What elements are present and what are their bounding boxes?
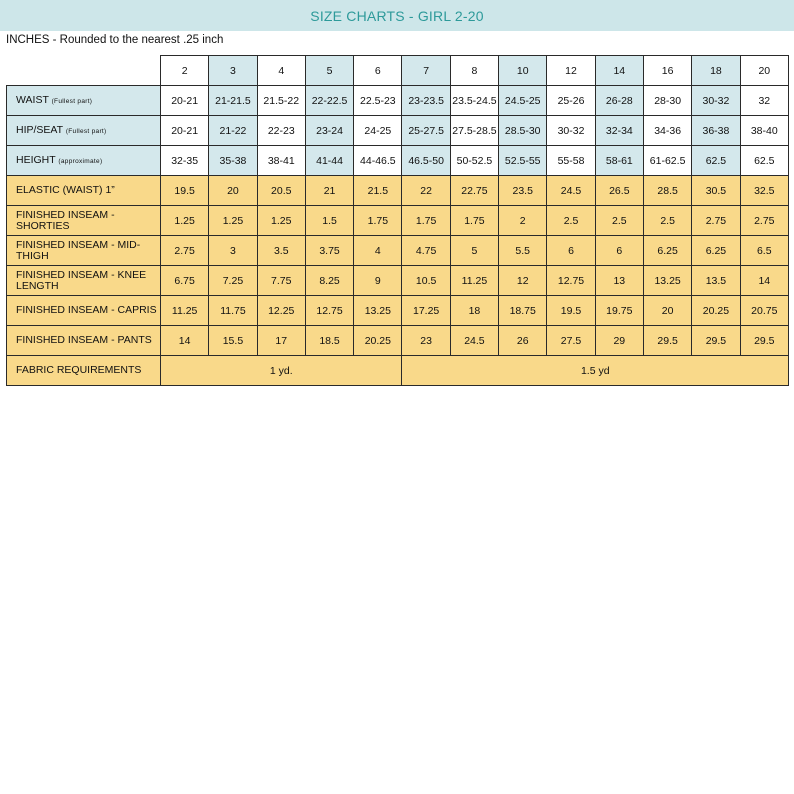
value-cell: 25-26 (547, 86, 595, 116)
value-cell: 2.5 (595, 206, 643, 236)
value-cell: 32 (740, 86, 788, 116)
value-cell: 30.5 (692, 176, 740, 206)
value-cell: 12 (499, 266, 547, 296)
value-cell: 21.5-22 (257, 86, 305, 116)
fabric-value-small-sizes: 1 yd. (161, 356, 402, 386)
value-cell: 1.25 (161, 206, 209, 236)
value-cell: 13.5 (692, 266, 740, 296)
row-label-text: FINISHED INSEAM - PANTS (16, 334, 152, 346)
value-cell: 26.5 (595, 176, 643, 206)
value-cell: 36-38 (692, 116, 740, 146)
value-cell: 19.5 (161, 176, 209, 206)
value-cell: 23 (402, 326, 450, 356)
row-label (7, 86, 161, 116)
size-header-cell: 3 (209, 56, 257, 86)
value-cell: 20 (209, 176, 257, 206)
value-cell: 38-40 (740, 116, 788, 146)
value-cell: 12.25 (257, 296, 305, 326)
value-cell: 2.5 (643, 206, 691, 236)
value-cell: 22-23 (257, 116, 305, 146)
table-row (7, 206, 789, 236)
value-cell: 11.25 (161, 296, 209, 326)
table-row (7, 236, 789, 266)
value-cell: 23-24 (305, 116, 353, 146)
value-cell: 28-30 (643, 86, 691, 116)
value-cell: 3 (209, 236, 257, 266)
size-header-cell: 20 (740, 56, 788, 86)
value-cell: 1.75 (354, 206, 402, 236)
value-cell: 15.5 (209, 326, 257, 356)
table-row (7, 116, 789, 146)
size-header-cell: 14 (595, 56, 643, 86)
size-header-cell: 7 (402, 56, 450, 86)
value-cell: 20.5 (257, 176, 305, 206)
value-cell: 2.75 (692, 206, 740, 236)
value-cell: 62.5 (692, 146, 740, 176)
size-header-cell: 12 (547, 56, 595, 86)
value-cell: 21-21.5 (209, 86, 257, 116)
table-row (7, 296, 789, 326)
value-cell: 6 (547, 236, 595, 266)
value-cell: 61-62.5 (643, 146, 691, 176)
value-cell: 13 (595, 266, 643, 296)
value-cell: 28.5 (643, 176, 691, 206)
value-cell: 26 (499, 326, 547, 356)
size-header-cell: 18 (692, 56, 740, 86)
value-cell: 35-38 (209, 146, 257, 176)
value-cell: 20.75 (740, 296, 788, 326)
value-cell: 29.5 (692, 326, 740, 356)
value-cell: 23.5-24.5 (450, 86, 498, 116)
value-cell: 12.75 (547, 266, 595, 296)
value-cell: 13.25 (354, 296, 402, 326)
value-cell: 24.5 (547, 176, 595, 206)
size-header-row (7, 56, 789, 86)
value-cell: 2.75 (740, 206, 788, 236)
value-cell: 17 (257, 326, 305, 356)
value-cell: 50-52.5 (450, 146, 498, 176)
row-label (7, 236, 161, 266)
fabric-label: FABRIC REQUIREMENTS (7, 356, 161, 386)
value-cell: 11.75 (209, 296, 257, 326)
value-cell: 32-34 (595, 116, 643, 146)
value-cell: 19.75 (595, 296, 643, 326)
value-cell: 20 (643, 296, 691, 326)
value-cell: 7.25 (209, 266, 257, 296)
table-row (7, 146, 789, 176)
value-cell: 10.5 (402, 266, 450, 296)
value-cell: 12.75 (305, 296, 353, 326)
size-header-cell: 5 (305, 56, 353, 86)
value-cell: 6.5 (740, 236, 788, 266)
value-cell: 28.5-30 (499, 116, 547, 146)
value-cell: 55-58 (547, 146, 595, 176)
value-cell: 29.5 (643, 326, 691, 356)
fabric-value-large-sizes: 1.5 yd (402, 356, 789, 386)
value-cell: 20.25 (692, 296, 740, 326)
value-cell: 2 (499, 206, 547, 236)
size-header-cell: 6 (354, 56, 402, 86)
row-label-text: FINISHED INSEAM - SHORTIES (16, 208, 115, 232)
value-cell: 1.25 (257, 206, 305, 236)
value-cell: 21 (305, 176, 353, 206)
value-cell: 26-28 (595, 86, 643, 116)
row-label-text: FINISHED INSEAM - KNEE LENGTH (16, 268, 147, 292)
row-label-note: (Fullest part) (51, 97, 93, 105)
row-label-text: FINISHED INSEAM - CAPRIS (16, 304, 157, 316)
row-label (7, 116, 161, 146)
row-label-text: HIP/SEAT (16, 123, 63, 136)
value-cell: 6 (595, 236, 643, 266)
value-cell: 32.5 (740, 176, 788, 206)
size-chart-table (6, 55, 789, 386)
row-label-text: WAIST (16, 93, 49, 106)
value-cell: 25-27.5 (402, 116, 450, 146)
value-cell: 23-23.5 (402, 86, 450, 116)
value-cell: 58-61 (595, 146, 643, 176)
value-cell: 3.75 (305, 236, 353, 266)
row-label-text: FINISHED INSEAM - MID-THIGH (16, 238, 141, 262)
value-cell: 21-22 (209, 116, 257, 146)
value-cell: 23.5 (499, 176, 547, 206)
value-cell: 44-46.5 (354, 146, 402, 176)
row-label-note: (approximate) (58, 157, 103, 165)
value-cell: 18.5 (305, 326, 353, 356)
value-cell: 5 (450, 236, 498, 266)
row-label (7, 326, 161, 356)
value-cell: 4 (354, 236, 402, 266)
row-label-text: ELASTIC (WAIST) 1” (16, 184, 115, 196)
value-cell: 18.75 (499, 296, 547, 326)
value-cell: 41-44 (305, 146, 353, 176)
value-cell: 22.5-23 (354, 86, 402, 116)
value-cell: 6.25 (692, 236, 740, 266)
value-cell: 34-36 (643, 116, 691, 146)
value-cell: 27.5 (547, 326, 595, 356)
value-cell: 24.5 (450, 326, 498, 356)
row-label-text: HEIGHT (16, 153, 56, 166)
value-cell: 5.5 (499, 236, 547, 266)
value-cell: 9 (354, 266, 402, 296)
value-cell: 38-41 (257, 146, 305, 176)
value-cell: 1.75 (450, 206, 498, 236)
value-cell: 24.5-25 (499, 86, 547, 116)
value-cell: 2.75 (161, 236, 209, 266)
value-cell: 6.75 (161, 266, 209, 296)
row-label (7, 296, 161, 326)
table-row (7, 176, 789, 206)
value-cell: 32-35 (161, 146, 209, 176)
size-header-cell: 16 (643, 56, 691, 86)
row-label (7, 146, 161, 176)
value-cell: 14 (161, 326, 209, 356)
value-cell: 19.5 (547, 296, 595, 326)
value-cell: 29 (595, 326, 643, 356)
page-title: SIZE CHARTS - GIRL 2-20 (0, 0, 794, 31)
value-cell: 22 (402, 176, 450, 206)
size-header-cell: 8 (450, 56, 498, 86)
value-cell: 46.5-50 (402, 146, 450, 176)
size-header-cell: 4 (257, 56, 305, 86)
value-cell: 30-32 (547, 116, 595, 146)
value-cell: 62.5 (740, 146, 788, 176)
value-cell: 22.75 (450, 176, 498, 206)
value-cell: 17.25 (402, 296, 450, 326)
value-cell: 18 (450, 296, 498, 326)
size-header-cell: 10 (499, 56, 547, 86)
fabric-row (7, 356, 789, 386)
value-cell: 29.5 (740, 326, 788, 356)
value-cell: 3.5 (257, 236, 305, 266)
value-cell: 24-25 (354, 116, 402, 146)
units-note: INCHES - Rounded to the nearest .25 inch (6, 34, 224, 46)
table-row (7, 266, 789, 296)
table-row (7, 326, 789, 356)
value-cell: 27.5-28.5 (450, 116, 498, 146)
size-header-cell: 2 (161, 56, 209, 86)
table-row (7, 86, 789, 116)
header-corner-cell (7, 56, 161, 86)
value-cell: 14 (740, 266, 788, 296)
value-cell: 20-21 (161, 116, 209, 146)
value-cell: 1.5 (305, 206, 353, 236)
value-cell: 1.75 (402, 206, 450, 236)
value-cell: 4.75 (402, 236, 450, 266)
value-cell: 2.5 (547, 206, 595, 236)
value-cell: 21.5 (354, 176, 402, 206)
value-cell: 52.5-55 (499, 146, 547, 176)
row-label-note: (Fullest part) (65, 127, 107, 135)
value-cell: 1.25 (209, 206, 257, 236)
row-label (7, 266, 161, 296)
value-cell: 7.75 (257, 266, 305, 296)
value-cell: 11.25 (450, 266, 498, 296)
value-cell: 13.25 (643, 266, 691, 296)
value-cell: 8.25 (305, 266, 353, 296)
value-cell: 6.25 (643, 236, 691, 266)
row-label (7, 206, 161, 236)
row-label (7, 176, 161, 206)
value-cell: 20-21 (161, 86, 209, 116)
value-cell: 20.25 (354, 326, 402, 356)
value-cell: 22-22.5 (305, 86, 353, 116)
value-cell: 30-32 (692, 86, 740, 116)
